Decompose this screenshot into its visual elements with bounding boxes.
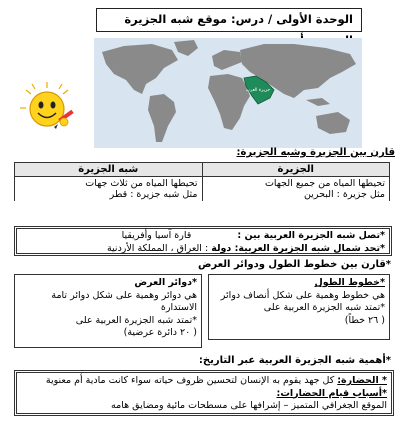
- lesson-title: الوحدة الأولى / درس: موقع شبه الجزيرة: [96, 8, 362, 32]
- connect-line2-value: : العراق ، المملكة الأردنية: [106, 242, 209, 254]
- importance-box: [14, 370, 394, 416]
- civilization-causes-text: الموقع الجغرافي المتميز – إشرافها على مسطحات مائية ومضايق هامه: [111, 400, 387, 411]
- compare-heading: قارن بين الجزيرة وشبه الجزيرة:: [236, 147, 395, 158]
- connect-line1-label: *تصل شبه الجزيرة العربية بين :: [237, 230, 385, 241]
- map-label: جزيرة العرب: [245, 88, 271, 93]
- latitude-box: [14, 274, 202, 348]
- civilization-definition: كل جهد يقوم به الإنسان لتحسين ظروف حياته سواء كانت مادية أم معنوية: [45, 375, 338, 386]
- connect-line1-value: قارة آسيا وأفريقيا: [121, 230, 192, 241]
- civilization-causes-label: *أسباب قيام الحضارات:: [276, 387, 387, 399]
- civilization-label: * الحضارة:: [337, 375, 387, 386]
- importance-heading: *أهمية شبه الجزيرة العربية عبر التاريخ:: [198, 355, 391, 366]
- smiley-writing-icon: [18, 80, 76, 136]
- world-map-svg: [94, 38, 362, 148]
- longitude-line-1: هي خطوط وهمية على شكل أنصاف دوائر: [220, 289, 385, 301]
- longlat-heading: *قارن بين خطوط الطول ودوائر العرض: [197, 259, 391, 270]
- peninsula-cell-2: مثل شبه جزيرة : قطر: [109, 189, 198, 200]
- latitude-line-3: *تمتد شبه الجزيرة العربية على: [75, 314, 197, 326]
- world-map: [94, 38, 362, 148]
- longitude-line-3: ( ٢٦ خطاً): [344, 314, 385, 326]
- longitude-title: *خطوط الطول: [314, 277, 385, 288]
- latitude-line-1: هي دوائر وهمية على شكل دوائر تامة: [51, 289, 197, 301]
- peninsula-cell-1: تحيطها المياه من ثلاث جهات: [85, 178, 198, 189]
- connect-box: [14, 226, 392, 256]
- island-cell-1: تحيطها المياه من جميع الجهات: [264, 178, 385, 189]
- longitude-line-2: *تمتد شبه الجزيرة العربية على: [263, 302, 385, 313]
- compare-table: [14, 162, 390, 201]
- latitude-line-2: الاستدارة: [160, 302, 197, 313]
- latitude-title: *دوائر العرض: [134, 277, 197, 288]
- compare-col-peninsula: شبه الجزيرة: [15, 163, 203, 177]
- latitude-line-4: ( ٢٠ دائرة عرضية): [123, 327, 197, 338]
- compare-col-island: الجزيرة: [202, 163, 390, 177]
- island-cell-2: مثل جزيرة : البحرين: [303, 189, 385, 200]
- connect-line2-label: *تحد شمال شبه الجزيرة العربية: دولة: [211, 242, 385, 254]
- longitude-box: [208, 274, 390, 340]
